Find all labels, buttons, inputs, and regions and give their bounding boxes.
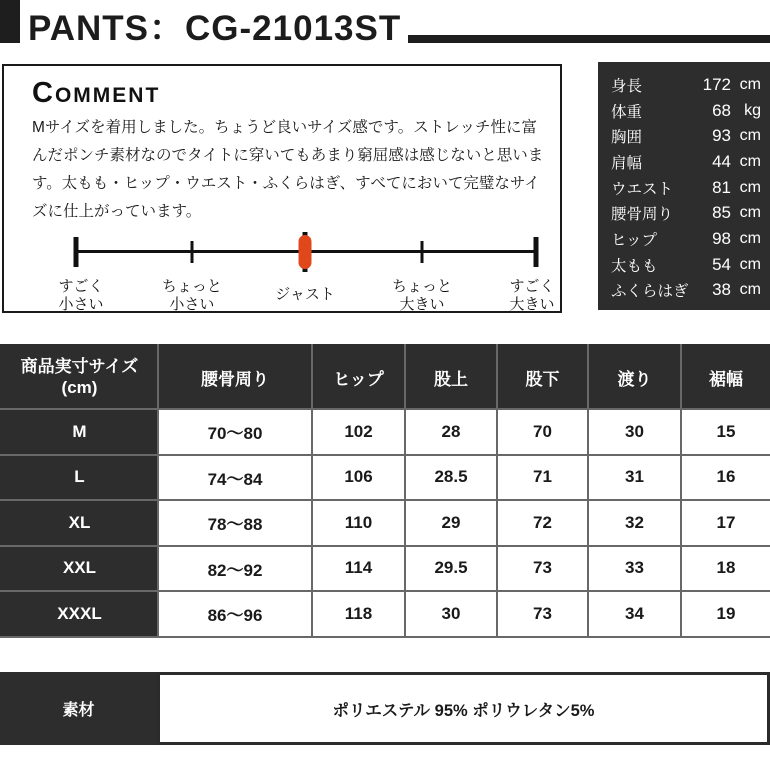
value-cell: 73 [497, 546, 588, 592]
measurement-label: 胸囲 [611, 129, 643, 147]
value-cell: 102 [312, 409, 405, 455]
measurement-label: 肩幅 [611, 154, 643, 172]
size-table-header-row [1, 345, 770, 409]
measurement-value: 81 [712, 177, 731, 197]
fit-scale-label-line: 小さい [58, 296, 104, 313]
material-label: 素材 [62, 702, 95, 719]
material-value: ポリエステル 95% ポリウレタン5% [157, 672, 770, 745]
size-cell: XXL [1, 546, 158, 592]
model-measurements-panel [598, 62, 770, 310]
column-header: ヒップ [312, 345, 405, 409]
measurement-unit: cm [739, 204, 761, 222]
fit-scale-label [367, 278, 477, 313]
value-cell: 17 [681, 500, 770, 546]
measurement-unit: kg [744, 101, 761, 119]
fit-scale [58, 226, 555, 313]
value-cell: 74～84 [158, 455, 312, 501]
fit-scale-label [477, 278, 562, 313]
measurement-row [611, 200, 761, 226]
size-cell: L [1, 455, 158, 501]
value-cell: 118 [312, 591, 405, 637]
measurement-value: 98 [712, 228, 731, 248]
measurement-value: 172 [702, 74, 731, 94]
measurement-row [611, 175, 761, 201]
column-header: 渡り [588, 345, 681, 409]
value-cell: 30 [405, 591, 497, 637]
column-header: 腰骨周り [158, 345, 312, 409]
value-cell: 32 [588, 500, 681, 546]
fit-scale-marker [299, 235, 312, 269]
material-row [0, 672, 770, 745]
value-cell: 82～92 [158, 546, 312, 592]
table-row [1, 455, 770, 501]
table-row [1, 591, 770, 637]
fit-scale-label-line: ジャスト [275, 286, 335, 303]
measurement-unit: cm [739, 127, 761, 145]
measurement-row [611, 149, 761, 175]
measurement-value: 44 [712, 151, 731, 171]
measurement-unit: cm [739, 255, 761, 273]
measurement-row [611, 72, 761, 98]
value-cell: 70 [497, 409, 588, 455]
fit-scale-label-line: 大きい [399, 296, 445, 313]
size-table-corner-header [1, 345, 158, 409]
size-cell: M [1, 409, 158, 455]
measurement-label: 太もも [611, 257, 658, 275]
measurement-label: ウエスト [611, 180, 674, 198]
fit-scale-label-line: すごく [509, 278, 555, 295]
measurement-label: 体重 [611, 103, 643, 121]
fit-scale-label [137, 278, 247, 313]
value-cell: 29.5 [405, 546, 497, 592]
measurement-unit: cm [739, 75, 761, 93]
value-cell: 78～88 [158, 500, 312, 546]
corner-header-line1: 商品実寸サイズ [20, 357, 139, 376]
fit-scale-label [26, 278, 136, 313]
value-cell: 71 [497, 455, 588, 501]
value-cell: 19 [681, 591, 770, 637]
table-row [1, 500, 770, 546]
measurement-value: 85 [712, 203, 731, 223]
value-cell: 31 [588, 455, 681, 501]
fit-scale-tick [190, 241, 193, 263]
measurement-value: 54 [712, 254, 731, 274]
comment-heading: COMMENT [32, 77, 161, 109]
measurement-row [611, 98, 761, 124]
measurement-row [611, 226, 761, 252]
measurement-unit: cm [739, 229, 761, 247]
fit-scale-tick [74, 237, 79, 267]
fit-scale-label-line: ちょっと [391, 278, 452, 295]
measurement-row [611, 123, 761, 149]
value-cell: 70～80 [158, 409, 312, 455]
measurement-row [611, 252, 761, 278]
value-cell: 18 [681, 546, 770, 592]
title-rule [408, 35, 770, 43]
measurement-value: 68 [712, 100, 731, 120]
value-cell: 34 [588, 591, 681, 637]
value-cell: 29 [405, 500, 497, 546]
fit-scale-label-line: ちょっと [161, 278, 222, 295]
size-cell: XXXL [1, 591, 158, 637]
value-cell: 28 [405, 409, 497, 455]
measurement-value: 38 [712, 280, 731, 300]
measurement-unit: cm [739, 152, 761, 170]
measurement-label: 腰骨周り [611, 206, 674, 224]
value-cell: 106 [312, 455, 405, 501]
fit-scale-label-line: すごく [58, 278, 104, 295]
fit-scale-label-line: 小さい [169, 296, 215, 313]
page-title: PANTS：CG-21013ST [28, 9, 402, 48]
value-cell: 15 [681, 409, 770, 455]
table-row [1, 546, 770, 592]
value-cell: 72 [497, 500, 588, 546]
column-header: 裾幅 [681, 345, 770, 409]
comment-box [2, 64, 562, 313]
value-cell: 114 [312, 546, 405, 592]
column-header: 股上 [405, 345, 497, 409]
fit-scale-label-line: 大きい [509, 296, 555, 313]
fit-scale-label-selected [250, 278, 360, 304]
measurement-label: ヒップ [611, 231, 658, 249]
size-cell: XL [1, 500, 158, 546]
column-header: 股下 [497, 345, 588, 409]
measurement-label: 身長 [611, 77, 643, 95]
measurement-value: 93 [712, 126, 731, 146]
value-cell: 86～96 [158, 591, 312, 637]
value-cell: 16 [681, 455, 770, 501]
size-table [0, 344, 770, 638]
value-cell: 110 [312, 500, 405, 546]
table-row [1, 409, 770, 455]
value-cell: 33 [588, 546, 681, 592]
value-cell: 73 [497, 591, 588, 637]
value-cell: 30 [588, 409, 681, 455]
measurement-label: ふくらはぎ [611, 283, 689, 301]
measurement-unit: cm [739, 281, 761, 299]
title-accent-block [0, 0, 20, 43]
comment-body: Mサイズを着用しました。ちょうど良いサイズ感です。ストレッチ性に富んだポンチ素材なのでタイトに穿いてもあまり窮屈感は感じないと思います。太もも・ヒップ・ウエスト・ふくらはぎ、すべてにおいて完璧なサイズに仕上がっています。 [32, 119, 544, 220]
measurement-row [611, 278, 761, 304]
fit-scale-tick [421, 241, 424, 263]
fit-scale-tick [533, 237, 538, 267]
value-cell: 28.5 [405, 455, 497, 501]
measurement-unit: cm [739, 178, 761, 196]
corner-header-line2: (cm) [61, 378, 98, 397]
